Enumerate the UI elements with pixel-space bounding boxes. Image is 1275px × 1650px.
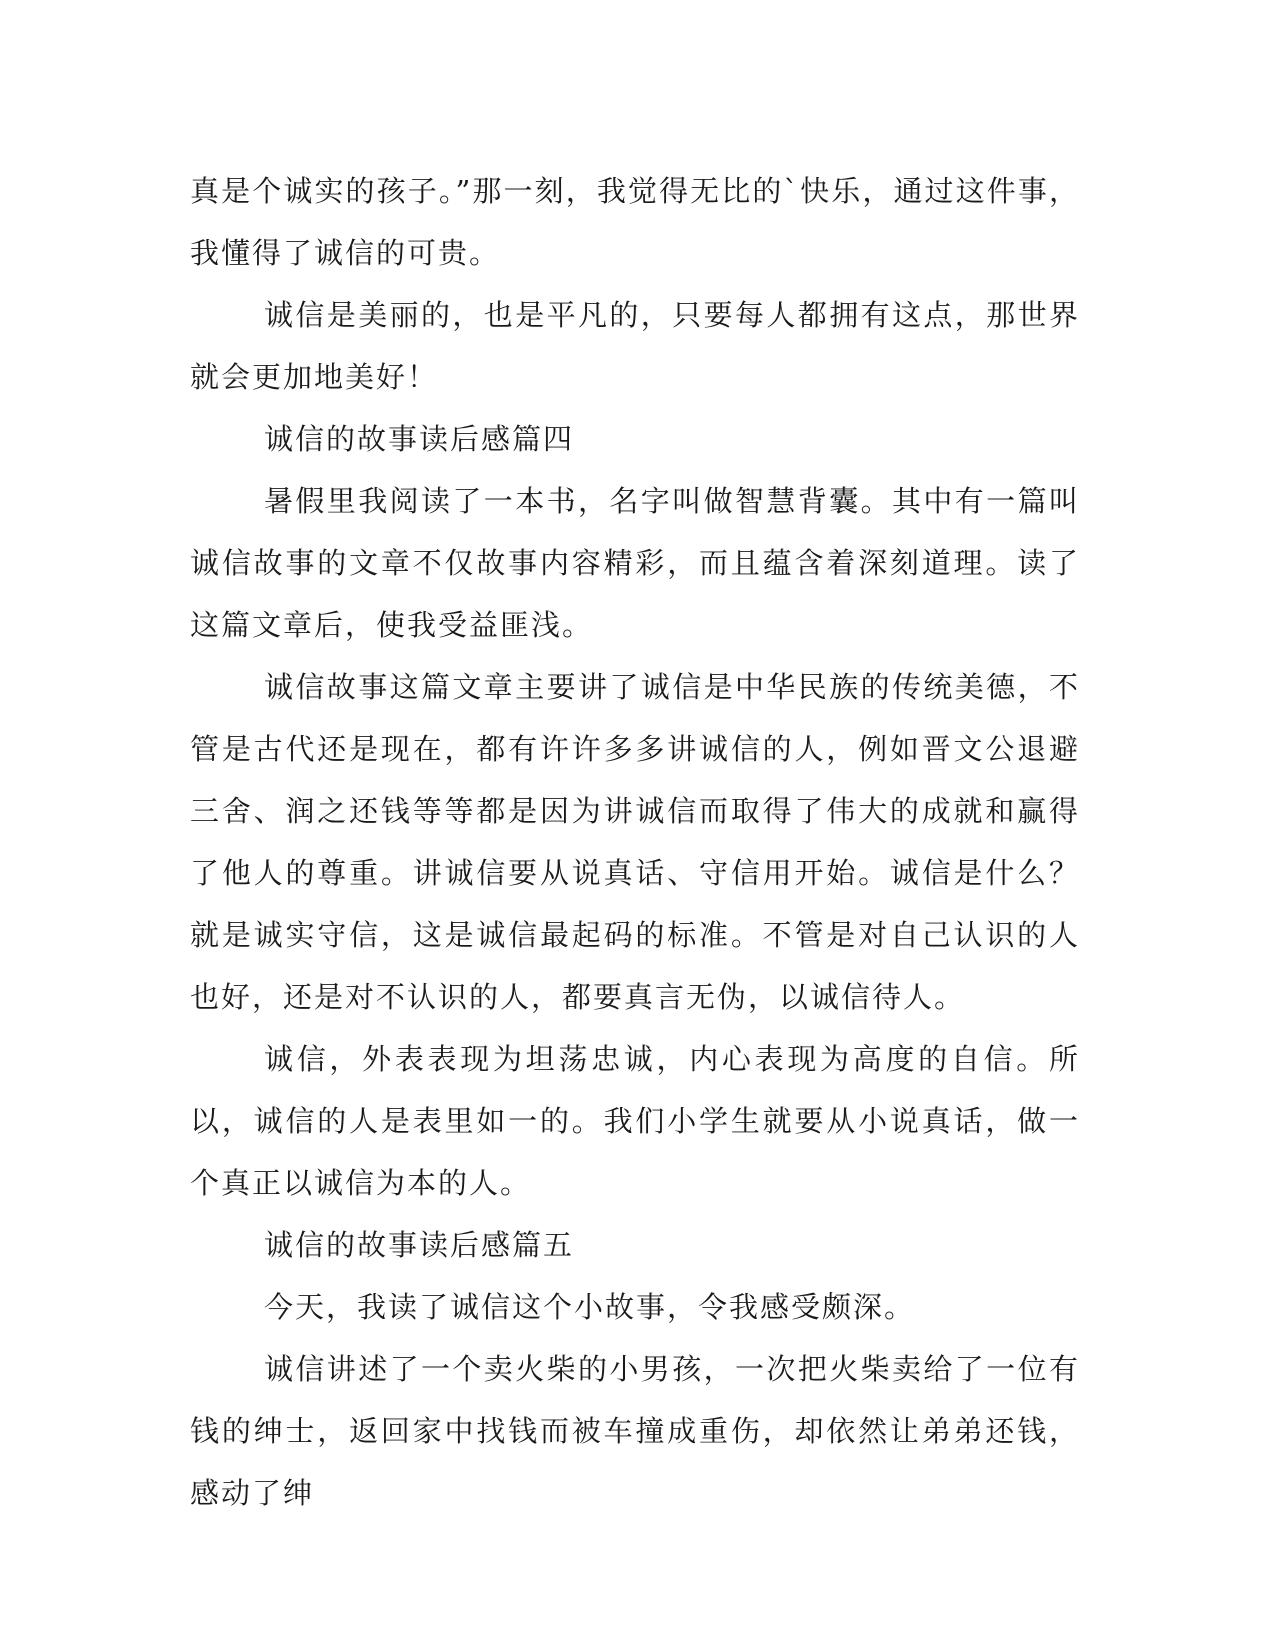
paragraph-summary-4: 诚信故事这篇文章主要讲了诚信是中华民族的传统美德，不管是古代还是现在，都有许许多多讲诚信的人，例如晋文公退避三舍、润之还钱等等都是因为讲诚信而取得了伟大的成就和赢得了他人的尊重。讲诚信要从说真话、守信用开始。诚信是什么？就是诚实守信，这是诚信最起码的标准。不管是对自己认识的人也好，还是对不认识的人，都要真言无伪，以诚信待人。 [190,670,1080,1014]
paragraph-reflection-4: 诚信，外表表现为坦荡忠诚，内心表现为高度的自信。所以，诚信的人是表里如一的。我们小学生就要从小说真话，做一个真正以诚信为本的人。 [190,1042,1080,1200]
paragraph-conclusion: 诚信是美丽的，也是平凡的，只要每人都拥有这点，那世界就会更加地美好！ [190,298,1080,394]
section-heading-4: 诚信的故事读后感篇四 [264,422,575,456]
paragraph-intro-4: 暑假里我阅读了一本书，名字叫做智慧背囊。其中有一篇叫诚信故事的文章不仅故事内容精彩，而且蕴含着深刻道理。读了这篇文章后，使我受益匪浅。 [190,484,1080,642]
paragraph-story-5: 诚信讲述了一个卖火柴的小男孩，一次把火柴卖给了一位有钱的绅士，返回家中找钱而被车撞成重伤，却依然让弟弟还钱，感动了绅 [190,1352,1080,1510]
document-body [190,160,1080,1524]
paragraph-continuation: 真是个诚实的孩子。”那一刻，我觉得无比的`快乐，通过这件事，我懂得了诚信的可贵。 [190,174,1080,270]
section-heading-5: 诚信的故事读后感篇五 [264,1228,575,1262]
paragraph-intro-5: 今天，我读了诚信这个小故事，令我感受颇深。 [264,1290,916,1324]
